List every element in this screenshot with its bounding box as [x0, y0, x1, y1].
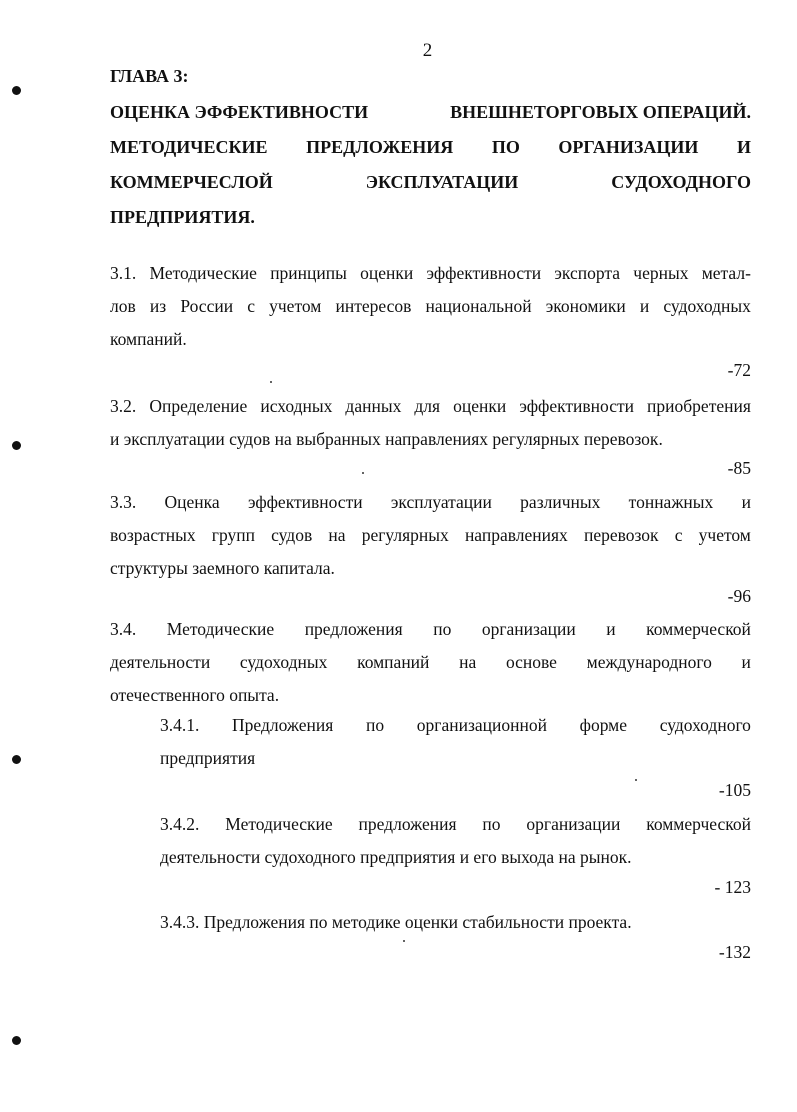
toc-word: компаний [357, 652, 430, 672]
toc-word: форме [579, 715, 628, 735]
toc-word: принципы [270, 263, 347, 283]
title-word: МЕТОДИЧЕСКИЕ [110, 137, 268, 157]
toc-word: на [459, 652, 477, 672]
toc-word: экспорта [554, 263, 621, 283]
toc-entry-line [160, 808, 751, 841]
title-word: ОЦЕНКА ЭФФЕКТИВНОСТИ [110, 102, 369, 122]
toc-word: Методические [149, 263, 257, 283]
toc-word: исходных [260, 396, 333, 416]
toc-word: эффективности [426, 263, 542, 283]
toc-entry-line [110, 290, 751, 323]
toc-word: предложения [358, 814, 457, 834]
toc-word: коммерческой [646, 619, 751, 639]
toc-word: Предложения [232, 715, 334, 735]
toc-word: и [639, 296, 650, 316]
title-word: ПРЕДЛОЖЕНИЯ [306, 137, 454, 157]
toc-word: 3.3. [110, 492, 137, 512]
toc-word: из [149, 296, 167, 316]
toc-word: национальной [425, 296, 532, 316]
toc-entry-line [160, 709, 751, 742]
toc-word: возрастных [110, 525, 196, 545]
toc-page-number: -132 [718, 942, 751, 962]
toc-word: 3.4.1. [160, 715, 200, 735]
toc-entry-line: компаний. [110, 329, 187, 349]
toc-entry-3-4-2[interactable] [160, 808, 751, 874]
title-word: ВНЕШНЕТОРГОВЫХ ОПЕРАЦИЙ. [450, 102, 751, 122]
toc-entry-3-1[interactable] [110, 257, 751, 356]
chapter-title-line [110, 200, 751, 235]
title-word: ПО [491, 137, 520, 157]
title-word: СУДОХОДНОГО [611, 172, 751, 192]
toc-word: с [247, 296, 255, 316]
toc-word: и [741, 652, 751, 672]
punch-hole-mark [12, 441, 21, 450]
chapter-label: ГЛАВА 3: [110, 66, 189, 86]
toc-entry-line: деятельности судоходного предприятия и его выхода на рынок. [160, 847, 632, 867]
toc-word: 3.4.2. [160, 814, 200, 834]
toc-page-number: -85 [727, 458, 751, 478]
toc-word: учетом [698, 525, 751, 545]
scan-speck [362, 472, 364, 474]
toc-word: организации [526, 814, 621, 834]
toc-word: основе [505, 652, 557, 672]
toc-entry-3-3[interactable] [110, 486, 751, 585]
toc-word: данных [345, 396, 402, 416]
toc-word: экономики [545, 296, 626, 316]
toc-word: 3.1. [110, 263, 137, 283]
scan-speck [403, 940, 405, 942]
toc-word: 3.4. [110, 619, 137, 639]
toc-page-number: -96 [727, 586, 751, 606]
chapter-title-line [110, 95, 751, 130]
toc-entry-3-4-3[interactable] [160, 906, 751, 939]
chapter-title-line [110, 165, 751, 200]
toc-word: 3.2. [110, 396, 137, 416]
toc-entry-3-4[interactable] [110, 613, 751, 712]
punch-hole-mark [12, 1036, 21, 1045]
punch-hole-mark [12, 86, 21, 95]
toc-word: судоходных [239, 652, 328, 672]
toc-entry-line: структуры заемного капитала. [110, 558, 335, 578]
toc-entry-line [110, 519, 751, 552]
toc-word: судов [271, 525, 313, 545]
toc-word: Определение [149, 396, 248, 416]
toc-word: перевозок [583, 525, 659, 545]
toc-word: Методические [225, 814, 333, 834]
toc-word: учетом [269, 296, 322, 316]
toc-entry-line: отечественного опыта. [110, 685, 280, 705]
punch-hole-mark [12, 755, 21, 764]
toc-word: и [606, 619, 616, 639]
toc-word: по [482, 814, 501, 834]
toc-word: деятельности [110, 652, 211, 672]
toc-word: Методические [166, 619, 275, 639]
title-word: И [736, 137, 751, 157]
toc-page-number: -72 [727, 360, 751, 380]
toc-word: международного [586, 652, 712, 672]
title-word: ПРЕДПРИЯТИЯ. [110, 207, 255, 227]
toc-word: на [328, 525, 346, 545]
chapter-title [110, 95, 751, 235]
scan-speck [270, 381, 272, 383]
toc-word: организационной [416, 715, 547, 735]
toc-word: черных [633, 263, 689, 283]
chapter-title-line [110, 130, 751, 165]
title-word: КОММЕРЧЕСЛОЙ [110, 172, 273, 192]
toc-word: регулярных [361, 525, 449, 545]
toc-word: приобретения [647, 396, 751, 416]
toc-entry-line [110, 486, 751, 519]
toc-entry-line [110, 257, 751, 290]
toc-word: судоходных [663, 296, 751, 316]
toc-word: и [741, 492, 751, 512]
toc-word: судоходного [659, 715, 751, 735]
toc-word: тоннажных [628, 492, 714, 512]
page-number: 2 [422, 40, 433, 61]
toc-word: эффективности [247, 492, 363, 512]
toc-word: России [180, 296, 234, 316]
title-word: ОРГАНИЗАЦИИ [558, 137, 699, 157]
toc-word: оценки [360, 263, 414, 283]
toc-word: предложения [304, 619, 403, 639]
toc-word: коммерческой [646, 814, 751, 834]
toc-word: по [433, 619, 452, 639]
toc-page-number: - 123 [714, 877, 751, 897]
title-word: ЭКСПЛУАТАЦИИ [365, 172, 519, 192]
toc-word: направлениях [464, 525, 568, 545]
toc-entry-line [110, 646, 751, 679]
toc-word: метал- [701, 263, 751, 283]
toc-word: интересов [335, 296, 412, 316]
toc-word: эксплуатации [390, 492, 492, 512]
toc-word: лов [110, 296, 136, 316]
toc-entry-line [110, 613, 751, 646]
toc-entry-line: 3.4.3. Предложения по методике оценки стабильности проекта. [160, 912, 632, 932]
toc-word: различных [520, 492, 601, 512]
toc-entry-3-4-1[interactable] [160, 709, 751, 775]
toc-word: по [365, 715, 385, 735]
toc-entry-line: предприятия [160, 748, 256, 768]
toc-entry-line [110, 390, 751, 423]
scan-speck [635, 779, 637, 781]
toc-word: для [414, 396, 441, 416]
toc-word: организации [481, 619, 576, 639]
toc-word: групп [211, 525, 255, 545]
toc-word: Оценка [164, 492, 220, 512]
toc-entry-3-2[interactable] [110, 390, 751, 456]
toc-entry-line: и эксплуатации судов на выбранных направлениях регулярных перевозок. [110, 429, 663, 449]
toc-page-number: -105 [718, 780, 751, 800]
toc-word: эффективности [519, 396, 634, 416]
toc-word: с [674, 525, 683, 545]
toc-word: оценки [453, 396, 507, 416]
